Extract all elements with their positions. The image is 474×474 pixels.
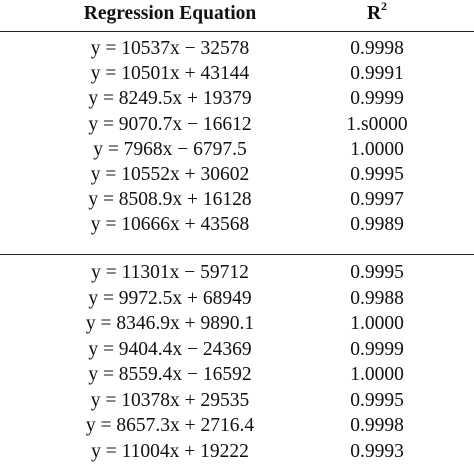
header-r-squared-base: R (366, 3, 382, 24)
header-r-squared (315, 2, 439, 26)
r-squared-cell: 0.9998 (350, 38, 404, 59)
table-row (0, 311, 474, 336)
regression-equation-cell: y = 10552x + 30602 (90, 164, 250, 185)
regression-equation-cell: y = 10666x + 43568 (90, 214, 250, 236)
table-row (0, 286, 474, 311)
r-squared-cell: 0.9988 (350, 287, 404, 309)
table-row (0, 162, 474, 187)
r-squared-cell: 1.0000 (350, 364, 404, 385)
table-row (0, 439, 474, 464)
table-header-row (0, 0, 474, 30)
regression-equation-cell: y = 10378x + 29535 (90, 389, 250, 411)
table-row (0, 362, 474, 387)
table-row (0, 61, 474, 86)
regression-equation-cell: y = 11004x + 19222 (91, 440, 249, 462)
table-row (0, 212, 474, 237)
regression-equation-cell: y = 8657.3x + 2716.4 (85, 415, 255, 436)
r-squared-cell: 0.9995 (350, 389, 404, 411)
r-squared-cell: 0.9993 (350, 440, 404, 462)
header-r-squared-superscript: 2 (381, 0, 388, 13)
table-row (0, 260, 474, 285)
r-squared-cell: 0.9999 (350, 88, 404, 110)
r-squared-cell: 1.s0000 (346, 113, 408, 135)
table-row (0, 187, 474, 212)
r-squared-cell: 0.9995 (350, 164, 404, 185)
header-regression-equation: Regression Equation (83, 3, 257, 24)
r-squared-cell: 1.0000 (350, 313, 404, 334)
group-divider-line (0, 254, 474, 255)
table-row (0, 337, 474, 362)
regression-equation-cell: y = 9070.7x − 16612 (88, 113, 252, 135)
r-squared-cell: 0.9998 (350, 415, 404, 436)
table-row (0, 36, 474, 61)
r-squared-cell: 1.0000 (350, 138, 404, 160)
table-row (0, 413, 474, 438)
regression-equation-cell: y = 8249.5x + 19379 (88, 88, 252, 110)
table-row (0, 112, 474, 137)
table-row (0, 137, 474, 162)
r-squared-cell: 0.9995 (350, 262, 404, 283)
regression-equation-cell: y = 7968x − 6797.5 (93, 138, 247, 160)
r-squared-cell: 0.9999 (350, 338, 404, 360)
regression-equation-cell: y = 8508.9x + 16128 (88, 189, 252, 211)
regression-equation-cell: y = 9404.4x − 24369 (88, 338, 252, 360)
regression-equation-cell: y = 10501x + 43144 (90, 63, 250, 85)
table-row (0, 86, 474, 111)
regression-equation-cell: y = 8559.4x − 16592 (88, 364, 252, 385)
r-squared-cell: 0.9997 (350, 189, 404, 211)
r-squared-cell: 0.9989 (350, 214, 404, 236)
regression-equation-cell: y = 10537x − 32578 (90, 38, 250, 59)
regression-equation-cell: y = 11301x − 59712 (91, 262, 249, 283)
regression-equation-cell: y = 9972.5x + 68949 (88, 287, 252, 309)
regression-equation-cell: y = 8346.9x + 9890.1 (85, 313, 255, 334)
table-row (0, 388, 474, 413)
r-squared-cell: 0.9991 (350, 63, 404, 85)
header-divider-line (0, 31, 474, 32)
